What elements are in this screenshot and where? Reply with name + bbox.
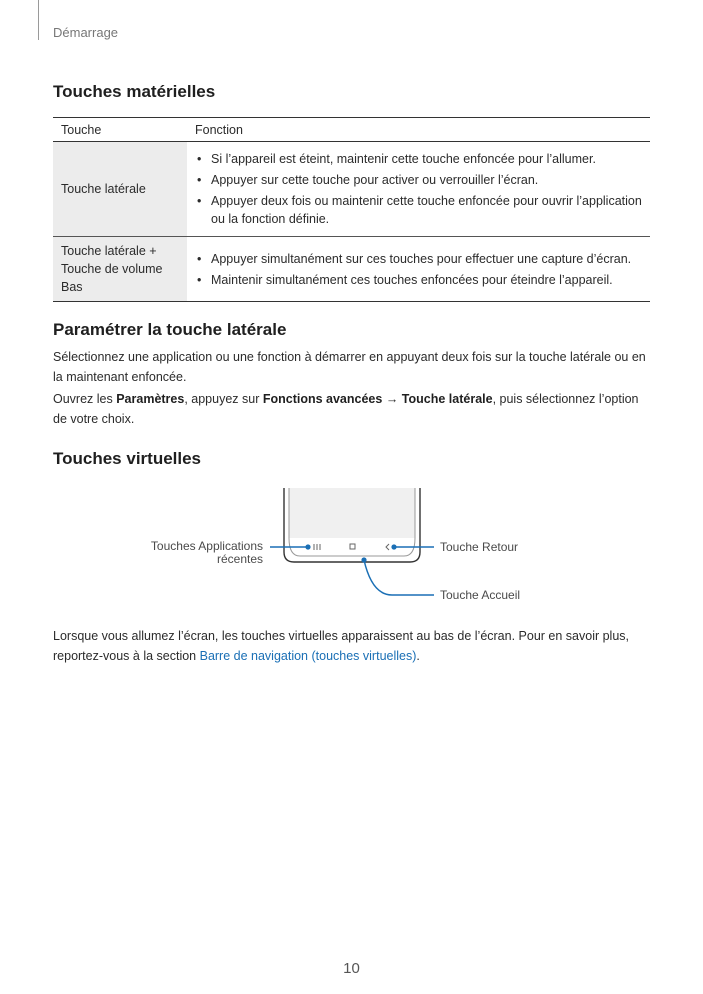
virtual-keys-diagram: [0, 480, 703, 610]
home-leader: [364, 560, 434, 595]
key-label-line: Touche de volume: [61, 262, 163, 276]
section-title-virtual-keys: Touches virtuelles: [53, 449, 202, 468]
recent-apps-icon: [314, 544, 320, 550]
function-cell: [187, 142, 650, 237]
text-run: , appuyez sur: [184, 392, 263, 406]
text-run: Ouvrez les: [53, 392, 117, 406]
side-key-term: Touche latérale: [401, 392, 493, 406]
col-header-key: Touche: [53, 118, 187, 142]
text-run: .: [416, 649, 420, 663]
function-item: • Si l’appareil est éteint, maintenir cette touche enfoncée pour l’allumer.: [195, 150, 642, 168]
function-cell: [187, 237, 650, 302]
function-list: [195, 150, 642, 228]
key-label-side-volume: [53, 237, 187, 302]
settings-term: Paramètres: [116, 392, 185, 406]
text-run: , puis sélectionnez l’option de votre choix.: [53, 392, 639, 426]
function-list: [195, 250, 642, 289]
table-header-row: [53, 118, 650, 142]
function-item: • Appuyer deux fois ou maintenir cette touche enfoncée pour ouvrir l’application ou la fonction définie.: [195, 192, 642, 228]
function-item: • Maintenir simultanément ces touches enfoncées pour éteindre l’appareil.: [195, 271, 642, 289]
phone-illustration: [284, 488, 420, 562]
function-item: • Appuyer simultanément sur ces touches pour effectuer une capture d’écran.: [195, 250, 642, 268]
virtual-keys-paragraph: [53, 626, 650, 666]
key-label-line: Touche latérale +: [61, 244, 157, 258]
text-run: Lorsque vous allumez l’écran, les touches virtuelles apparaissent au bas de l’écran. Pour en savoir plus, reportez-vous à la section: [53, 629, 630, 663]
label-home: Touche Accueil: [440, 588, 521, 602]
side-key-paragraph: Sélectionnez une application ou une fonction à démarrer en appuyant deux fois sur la touche latérale ou en la maintenant enfoncée.: [53, 350, 646, 384]
function-item: • Appuyer sur cette touche pour activer ou verrouiller l’écran.: [195, 171, 642, 189]
page-number: 10: [343, 960, 360, 977]
side-key-instructions: [53, 389, 650, 429]
label-recent-apps-line2: récentes: [216, 552, 263, 566]
breadcrumb: Démarrage: [53, 25, 119, 40]
label-back: Touche Retour: [440, 540, 519, 554]
back-icon: [386, 544, 389, 550]
table-row: [53, 237, 650, 302]
navigation-bar-link[interactable]: Barre de navigation (touches virtuelles): [199, 649, 417, 663]
key-label-side: Touche latérale: [53, 142, 187, 237]
arrow-glyph: →: [382, 392, 402, 406]
home-icon: [350, 544, 355, 549]
recent-apps-marker: [305, 544, 310, 549]
col-header-function: Fonction: [187, 118, 650, 142]
margin-rule: [38, 0, 39, 40]
table-row: [53, 142, 650, 237]
advanced-features-term: Fonctions avancées: [262, 392, 383, 406]
phone-screen: [289, 488, 415, 538]
section-title-hardware-keys: Touches matérielles: [53, 82, 216, 101]
section-title-side-key: Paramétrer la touche latérale: [53, 320, 287, 339]
label-recent-apps: Touches Applications: [150, 539, 263, 553]
hardware-keys-table: [53, 117, 650, 302]
key-label-line: Bas: [61, 280, 83, 294]
